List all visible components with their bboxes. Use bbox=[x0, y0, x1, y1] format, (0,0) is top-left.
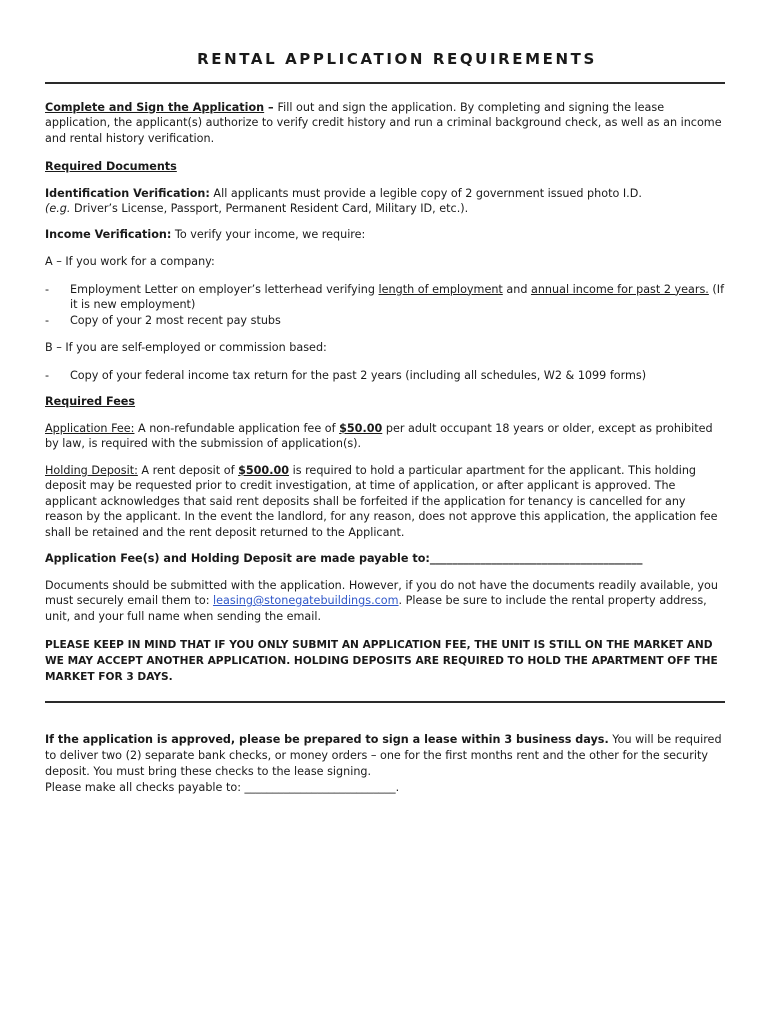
holding-deposit-label: Holding Deposit: bbox=[45, 463, 138, 477]
application-fee-text: A non-refundable application fee of bbox=[134, 421, 340, 435]
list-item: - Copy of your 2 most recent pay stubs bbox=[45, 313, 725, 329]
a-item1-text: Employment Letter on employer’s letterhead verifying bbox=[70, 282, 379, 296]
intro-text: Fill out and sign the application. By completing and signing the lease application, the applicant(s) authorize to verify credit history and run a criminal background check, as well as an income and rental history verification. bbox=[45, 100, 722, 145]
option-b-list bbox=[45, 368, 725, 384]
id-verification-text: All applicants must provide a legible copy of 2 government issued photo I.D. bbox=[209, 186, 642, 200]
holding-deposit-text: A rent deposit of bbox=[137, 463, 239, 477]
title-divider bbox=[45, 82, 725, 84]
list-item bbox=[45, 282, 725, 313]
intro-dash: – bbox=[264, 100, 278, 114]
document-page bbox=[45, 52, 725, 796]
application-fee-text-2: per adult occupant 18 years or older, except as prohibited by law, is required with the submission of application(s). bbox=[45, 421, 713, 450]
required-documents-heading: Required Documents bbox=[45, 160, 177, 173]
option-b-heading: B – If you are self-employed or commission based: bbox=[45, 341, 327, 354]
application-fee-label: Application Fee: bbox=[45, 421, 135, 435]
id-examples: Driver’s License, Passport, Permanent Resident Card, Military ID, etc.). bbox=[70, 202, 469, 215]
holding-deposit-amount: $500.00 bbox=[238, 463, 290, 477]
income-verification-label: Income Verification: bbox=[45, 227, 172, 241]
id-verification-paragraph bbox=[45, 186, 725, 217]
intro-heading: Complete and Sign the Application bbox=[45, 100, 265, 114]
approval-bold: If the application is approved, please be prepared to sign a lease within 3 business days. bbox=[45, 733, 609, 746]
id-verification-label: Identification Verification: bbox=[45, 186, 210, 200]
holding-deposit-text-2: is required to hold a particular apartment for the applicant. This holding deposit may be requested prior to credit investigation, at time of application, or after applicant is approved. The applicant acknowledges that said rent deposits shall be forfeited if the application for tenancy is cancelled for any reason by the applicant. In the event the landlord, for any reason, does not approve this application, the application fee shall be retained and the rent deposit returned to the Applicant. bbox=[45, 463, 718, 539]
length-of-employment: length of employment bbox=[378, 282, 503, 296]
application-fee-amount: $50.00 bbox=[339, 421, 383, 435]
approval-paragraph bbox=[45, 732, 725, 796]
approval-text: You will be required to deliver two (2) separate bank checks, or money orders – one for the first months rent and the other for the security deposit. You must bring these checks to the lease signing. bbox=[45, 733, 722, 778]
checks-payable-line: Please make all checks payable to: ___________________________. bbox=[45, 781, 400, 794]
option-a-heading: A – If you work for a company: bbox=[45, 255, 215, 268]
application-fee-paragraph bbox=[45, 421, 725, 452]
list-item: - Copy of your federal income tax return for the past 2 years (including all schedules, W2 & 1099 forms) bbox=[45, 368, 725, 384]
email-link[interactable]: leasing@stonegatebuildings.com bbox=[213, 594, 399, 607]
holding-deposit-paragraph bbox=[45, 463, 725, 541]
submission-text-2: . Please be sure to include the rental property address, unit, and your full name when sending the email. bbox=[45, 594, 707, 623]
a-item1-and: and bbox=[502, 282, 531, 296]
a-item1-note: (If it is new employment) bbox=[70, 282, 725, 311]
payable-to-line: Application Fee(s) and Holding Deposit are made payable to:______________________________________ bbox=[45, 552, 643, 565]
page-title: RENTAL APPLICATION REQUIREMENTS bbox=[197, 50, 597, 68]
income-verification-paragraph bbox=[45, 227, 725, 243]
option-a-list bbox=[45, 282, 725, 329]
notice-divider bbox=[45, 701, 725, 703]
id-eg: (e.g. bbox=[45, 202, 71, 215]
income-verification-text: To verify your income, we require: bbox=[171, 227, 366, 241]
annual-income: annual income for past 2 years. bbox=[530, 282, 709, 296]
market-notice: PLEASE KEEP IN MIND THAT IF YOU ONLY SUBMIT AN APPLICATION FEE, THE UNIT IS STILL ON THE MARKET AND WE MAY ACCEPT ANOTHER APPLICATION. HOLDING DEPOSITS ARE REQUIRED TO HOLD THE APARTMENT OFF THE MARKET FOR 3 DAYS. bbox=[45, 639, 718, 683]
submission-paragraph bbox=[45, 578, 725, 625]
required-fees-heading: Required Fees bbox=[45, 395, 136, 408]
intro-paragraph bbox=[45, 100, 725, 147]
submission-text: Documents should be submitted with the application. However, if you do not have the documents readily available, you must securely email them to: bbox=[45, 578, 718, 607]
